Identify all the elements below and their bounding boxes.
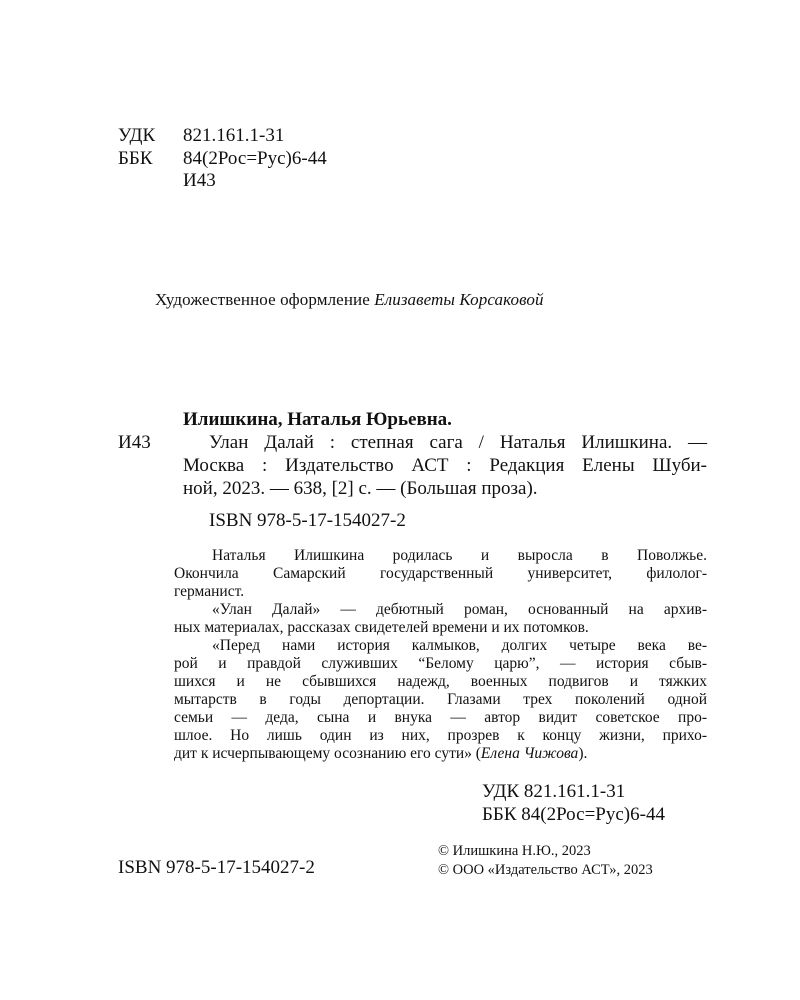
author-mark-top: И43 (183, 170, 216, 191)
annotation-paragraph-novel (174, 601, 707, 637)
annotation-line: германист. (174, 583, 245, 600)
catalog-line: Улан Далай : степная сага / Наталья Илишкина. — (209, 432, 707, 453)
quote-author: Елена Чижова (480, 745, 579, 762)
annotation-line: дит к исчерпывающему осознанию его сути» ( (174, 745, 481, 762)
copyright-publisher: © ООО «Издательство АСТ», 2023 (438, 862, 653, 878)
design-credit-prefix: Художественное оформление (155, 290, 370, 309)
footer-isbn: ISBN 978-5-17-154027-2 (118, 857, 315, 878)
annotation-line: мытарств в годы депортации. Глазами трех поколений одной (174, 691, 707, 708)
annotation-paragraph-quote (174, 637, 707, 763)
annotation-line: семьи — деда, сына и внука — автор видит советское про- (174, 709, 707, 726)
catalog-author-mark: И43 (118, 432, 151, 453)
udk-bottom: УДК 821.161.1-31 (482, 781, 626, 802)
designer-name: Елизаветы Корсаковой (374, 290, 544, 309)
udk-label: УДК (118, 125, 156, 146)
udk-value: 821.161.1-31 (183, 125, 285, 146)
design-credit (155, 290, 544, 310)
annotation-paragraph-bio (174, 547, 707, 601)
copyright-author: © Илишкина Н.Ю., 2023 (438, 843, 591, 859)
annotation (174, 547, 707, 763)
catalog-first-line-wrap (209, 432, 707, 454)
annotation-line: ных материалах, рассказах свидетелей времени и их потомков. (174, 619, 589, 636)
annotation-line: «Перед нами история калмыков, долгих четыре века ве- (212, 637, 707, 654)
catalog-author-heading: Илишкина, Наталья Юрьевна. (183, 409, 452, 430)
annotation-line-end: ). (578, 745, 588, 762)
annotation-line: «Улан Далай» — дебютный роман, основанный на архив- (212, 601, 707, 618)
annotation-line: рой и правдой служивших “Белому царю”, — история сбыв- (174, 655, 707, 672)
annotation-last-line (174, 745, 707, 763)
annotation-line: шлое. Но лишь один из них, прозрев к концу жизни, прихо- (174, 727, 707, 744)
catalog-continuation (183, 455, 707, 500)
annotation-line: шихся и не сбывшихся надежд, военных подвигов и тяжких (174, 673, 707, 690)
catalog-line: Москва : Издательство АСТ : Редакция Елены Шуби- (183, 455, 707, 476)
bbk-bottom: ББК 84(2Рос=Рус)6-44 (482, 804, 665, 825)
catalog-line: ной, 2023. — 638, [2] с. — (Большая проза). (183, 477, 538, 499)
annotation-line: Наталья Илишкина родилась и выросла в Поволжье. (212, 547, 707, 564)
bbk-value: 84(2Рос=Рус)6-44 (183, 148, 327, 169)
annotation-line: Окончила Самарский государственный университет, филолог- (174, 565, 707, 582)
bbk-label: ББК (118, 148, 153, 169)
catalog-isbn: ISBN 978-5-17-154027-2 (209, 510, 406, 531)
